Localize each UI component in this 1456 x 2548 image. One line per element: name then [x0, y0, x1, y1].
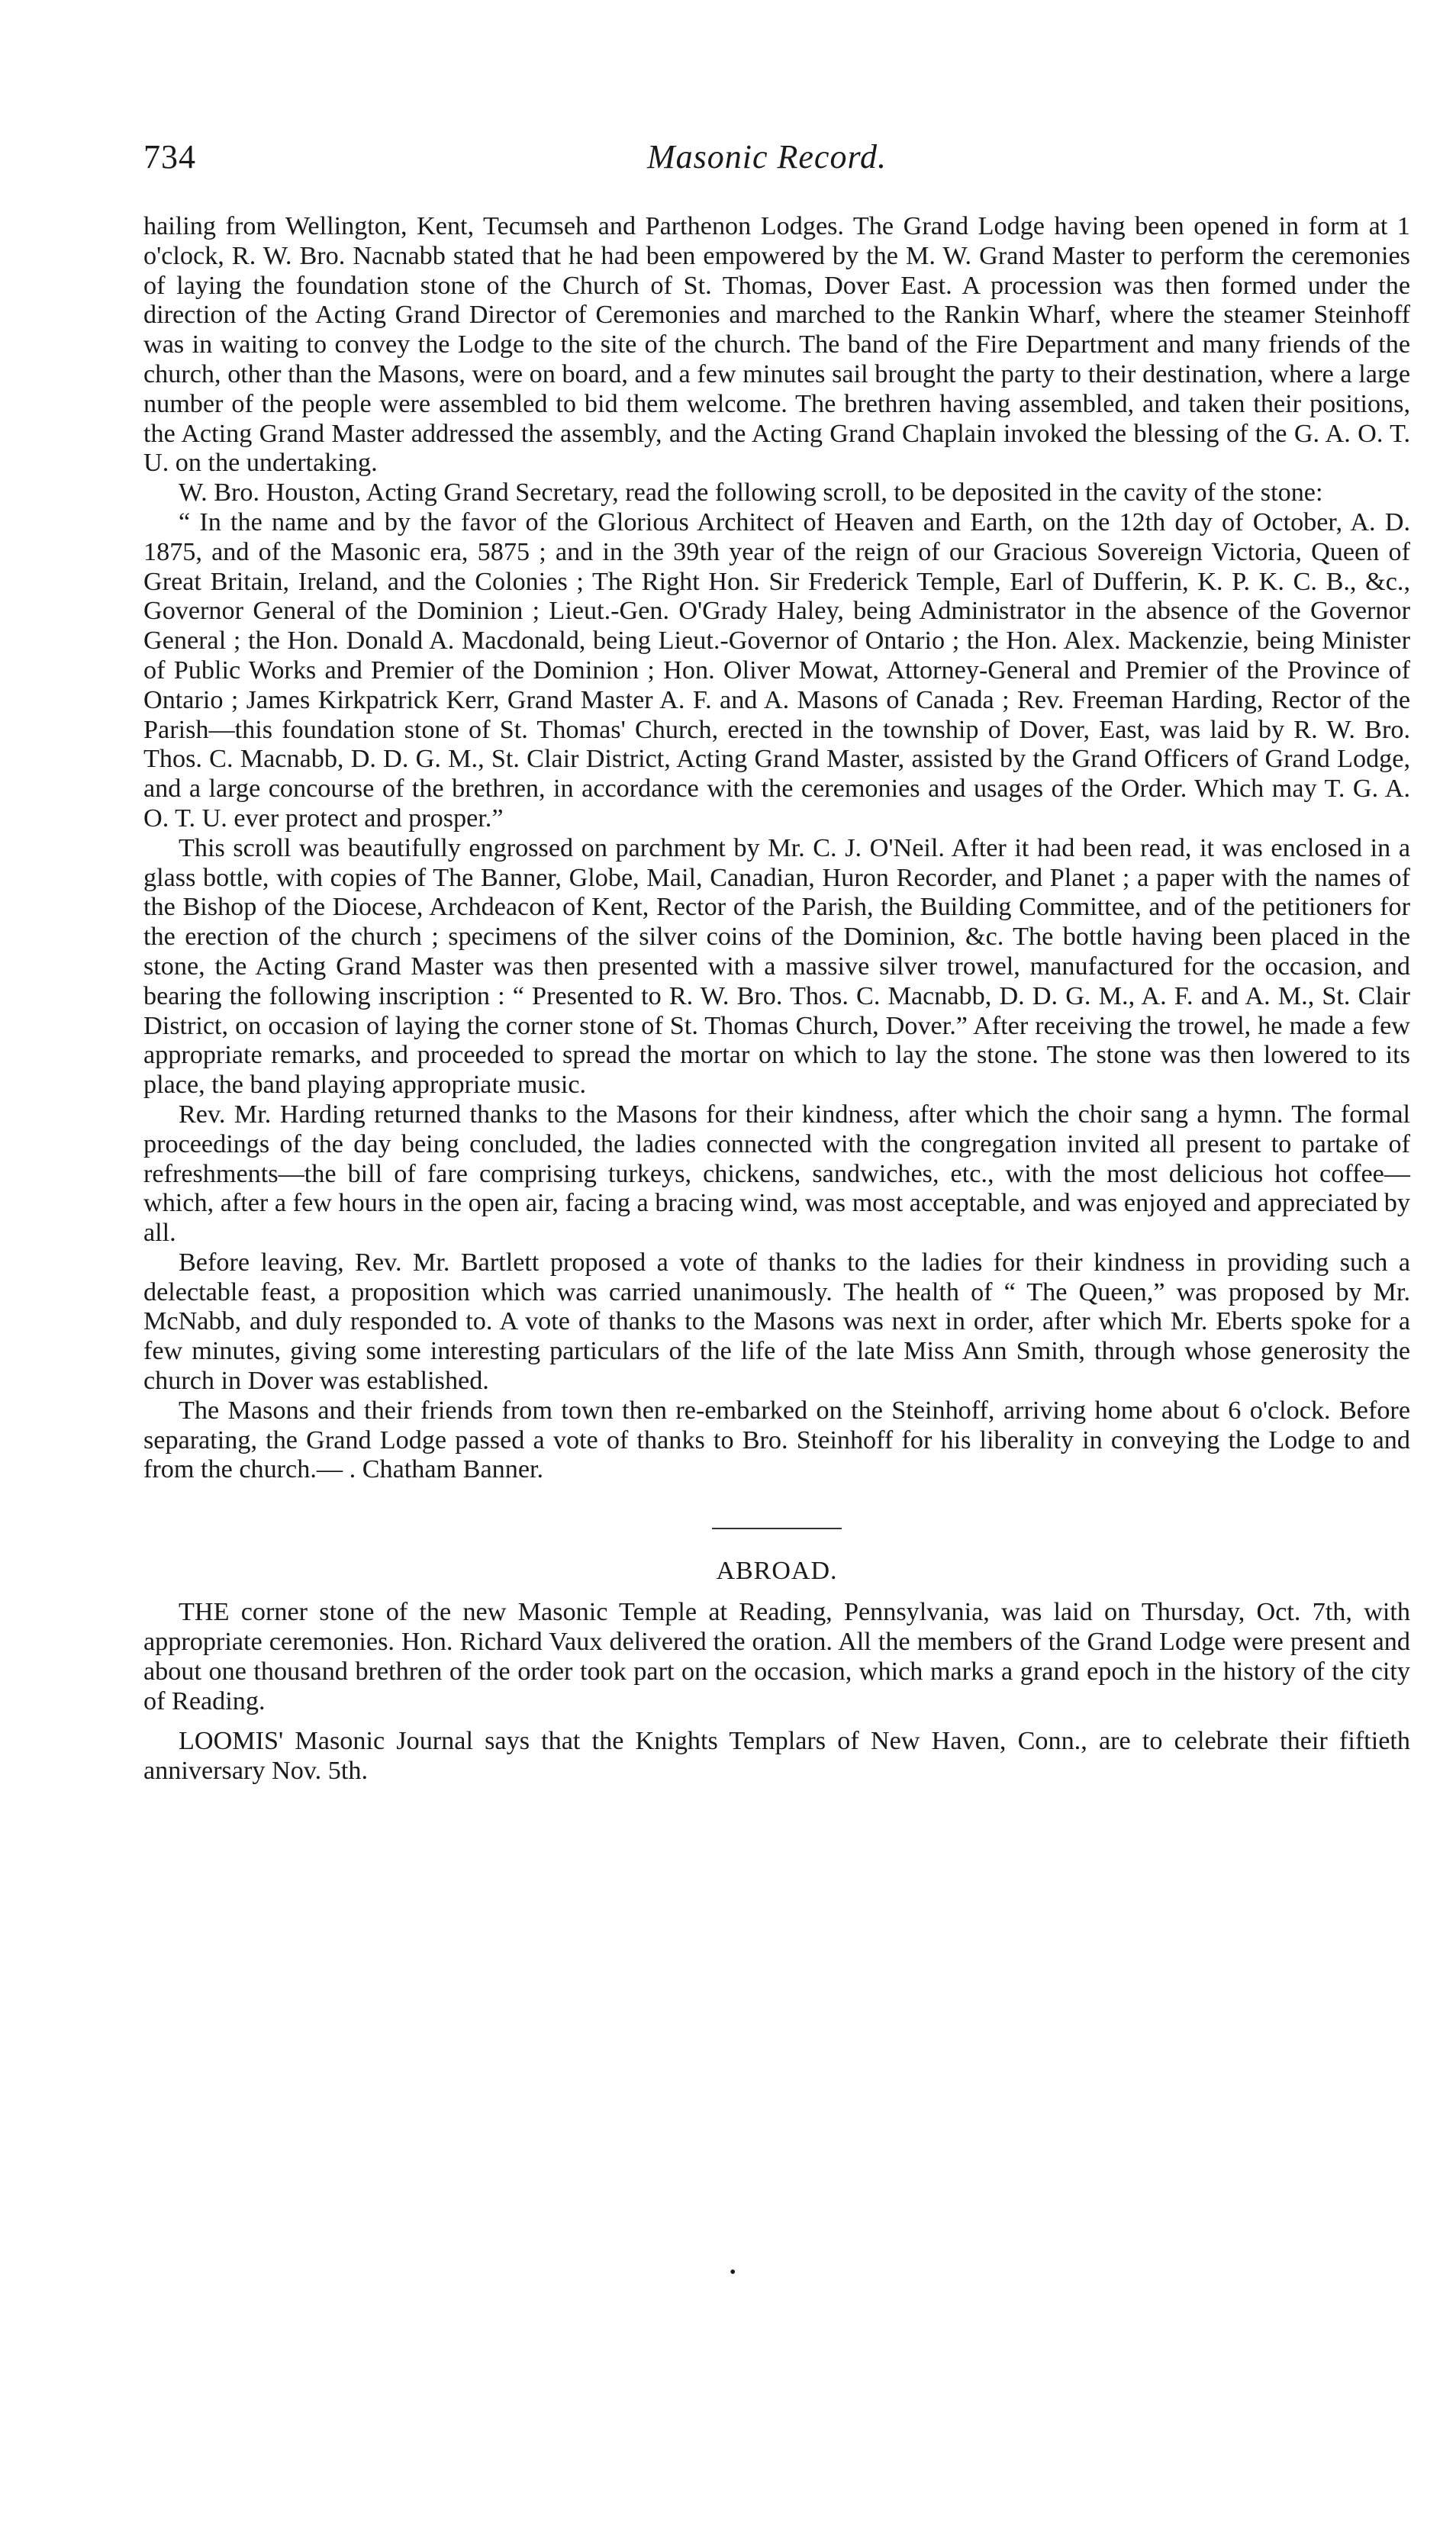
paragraph-bottle: This scroll was beautifully engrossed on parchment by Mr. C. J. O'Neil. After it had been read, it was enclosed in a glass bottle, with copies of The Banner, Globe, Mail, Canadian, Huron Recorder, and Planet ; a paper with the names of the Bishop of the Diocese, Archdeacon of Kent, Rector of the Parish, the Building Committee, and of the petitioners for the erection of the church ; specimens of the silver coins of the Dominion, &c. The bottle having been placed in the stone, the Acting Grand Master was then presented with a massive silver trowel, manufactured for the occasion, and bearing the following inscription : “ Presented to R. W. Bro. Thos. C. Macnabb, D. D. G. M., A. F. and A. M., St. Clair District, on occasion of laying the corner stone of St. Thomas Church, Dover.” After receiving the trowel, he made a few appropriate remarks, and proceeded to spread the mortar on which to lay the stone. The stone was then lowered to its place, the band playing appropriate music.: [143, 833, 1410, 1100]
paragraph-thanks: Rev. Mr. Harding returned thanks to the Masons for their kindness, after which the choir sang a hymn. The formal proceedings of the day being concluded, the ladies connected with the congregation invited all present to partake of refreshments—the bill of fare comprising turkeys, chickens, sandwiches, etc., with the most delicious hot coffee—which, after a few hours in the open air, facing a bracing wind, was most acceptable, and was enjoyed and appreciated by all.: [143, 1100, 1410, 1248]
abroad-section: [143, 1557, 1410, 1786]
paragraph-knights-templars: LOOMIS' Masonic Journal says that the Knights Templars of New Haven, Conn., are to celebrate their fiftieth anniversary Nov. 5th.: [143, 1727, 1410, 1786]
paragraph-vote: Before leaving, Rev. Mr. Bartlett proposed a vote of thanks to the ladies for their kindness in providing such a delectable feast, a proposition which was carried unanimously. The health of “ The Queen,” was proposed by Mr. McNabb, and duly responded to. A vote of thanks to the Masons was next in order, after which Mr. Eberts spoke for a few minutes, giving some interesting particulars of the life of the late Miss Ann Smith, through whose generosity the church in Dover was established.: [143, 1248, 1410, 1396]
paragraph-scroll-text: “ In the name and by the favor of the Glorious Architect of Heaven and Earth, on the 12th day of October, A. D. 1875, and of the Masonic era, 5875 ; and in the 39th year of the reign of our Gracious Sovereign Victoria, Queen of Great Britain, Ireland, and the Colonies ; The Right Hon. Sir Frederick Temple, Earl of Dufferin, K. P. K. C. B., &c., Governor General of the Dominion ; Lieut.-Gen. O'Grady Haley, being Administrator in the absence of the Governor General ; the Hon. Donald A. Macdonald, being Lieut.-Governor of Ontario ; the Hon. Alex. Mackenzie, being Minister of Public Works and Premier of the Dominion ; Hon. Oliver Mowat, Attorney-General and Premier of the Province of Ontario ; James Kirkpatrick Kerr, Grand Master A. F. and A. Masons of Canada ; Rev. Freeman Harding, Rector of the Parish—this foundation stone of St. Thomas' Church, erected in the township of Dover, East, was laid by R. W. Bro. Thos. C. Macnabb, D. D. G. M., St. Clair District, Acting Grand Master, assisted by the Grand Officers of Grand Lodge, and a large concourse of the brethren, in accordance with the ceremonies and usages of the Order. Which may T. G. A. O. T. U. ever protect and prosper.”: [143, 507, 1410, 833]
article-body: [143, 212, 1410, 1485]
paragraph-intro: hailing from Wellington, Kent, Tecumseh and Parthenon Lodges. The Grand Lodge having been opened in form at 1 o'clock, R. W. Bro. Nacnabb stated that he had been empowered by the M. W. Grand Master to perform the ceremonies of laying the foundation stone of the Church of St. Thomas, Dover East. A procession was then formed under the direction of the Acting Grand Director of Ceremonies and marched to the Rankin Wharf, where the steamer Steinhoff was in waiting to convey the Lodge to the site of the church. The band of the Fire Department and many friends of the church, other than the Masons, were on board, and a few minutes sail brought the party to their destination, where a large number of the people were assembled to bid them welcome. The brethren having assembled, and taken their positions, the Acting Grand Master addressed the assembly, and the Acting Grand Chaplain invoked the blessing of the G. A. O. T. U. on the undertaking.: [143, 212, 1410, 478]
paragraph-return: The Masons and their friends from town then re-embarked on the Steinhoff, arriving home about 6 o'clock. Before separating, the Grand Lodge passed a vote of thanks to Bro. Steinhoff for his liberality in conveying the Lodge to and from the church.— . Chatham Banner.: [143, 1396, 1410, 1484]
section-divider: [712, 1528, 842, 1529]
document-page: [143, 137, 1410, 1797]
page-number: 734: [143, 138, 196, 176]
page-header: [143, 137, 1410, 198]
section-heading-abroad: ABROAD.: [716, 1557, 838, 1586]
footer-ornament: •: [730, 2263, 736, 2282]
paragraph-reading-temple: THE corner stone of the new Masonic Temple at Reading, Pennsylvania, was laid on Thursday, Oct. 7th, with appropriate ceremonies. Hon. Richard Vaux delivered the oration. All the members of the Grand Lodge were present and about one thousand brethren of the order took part on the occasion, which marks a grand epoch in the history of the city of Reading.: [143, 1598, 1410, 1715]
running-title: Masonic Record.: [647, 138, 887, 176]
paragraph-scroll-intro: W. Bro. Houston, Acting Grand Secretary, read the following scroll, to be deposited in the cavity of the stone:: [179, 478, 1323, 507]
